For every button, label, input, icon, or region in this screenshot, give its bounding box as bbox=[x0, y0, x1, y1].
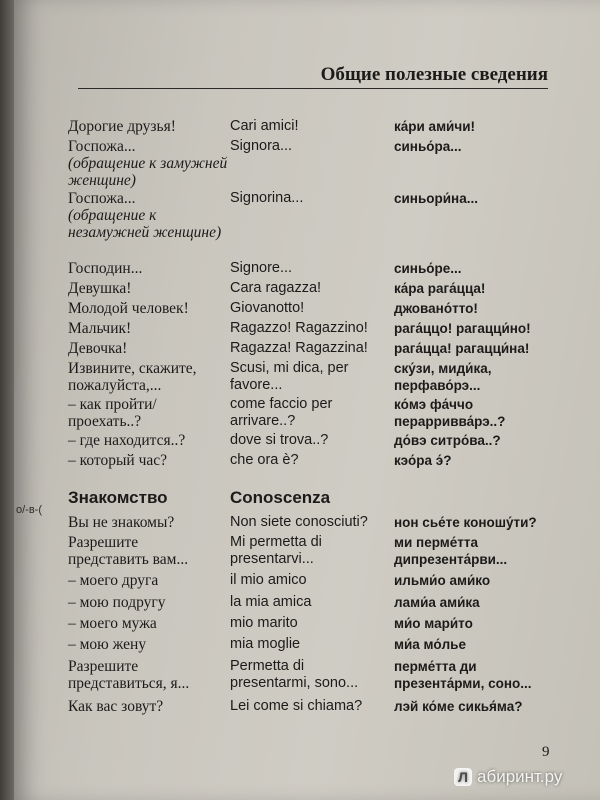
russian-phrase: – мою жену bbox=[68, 636, 147, 653]
italian-phrase: Ragazzo! Ragazzino! bbox=[230, 320, 368, 336]
transcription: ми перме́тта дипрезента́рви... bbox=[394, 535, 508, 567]
transcription: кэо́ра э́? bbox=[394, 453, 452, 468]
page-number: 9 bbox=[542, 744, 550, 760]
italian-phrase: mio marito bbox=[230, 615, 298, 631]
margin-handwriting: о/-в-( bbox=[16, 504, 43, 516]
usage-note: (обращение к незамужней женщине) bbox=[68, 207, 222, 241]
italian-phrase: Cara ragazza! bbox=[230, 280, 322, 296]
section-heading-ru: Знакомство bbox=[68, 488, 168, 507]
labirint-logo-icon: Л bbox=[454, 768, 472, 786]
italian-phrase: Cari amici! bbox=[230, 118, 299, 134]
italian-phrase: Signore... bbox=[230, 260, 293, 276]
transcription: синьо́ра... bbox=[394, 139, 462, 154]
italian-phrase: Signora... bbox=[230, 138, 293, 154]
transcription: ко́мэ фа́ччо перарривва́рэ..? bbox=[394, 397, 506, 429]
russian-phrase: – моего мужа bbox=[68, 615, 157, 632]
italian-phrase: mia moglie bbox=[230, 636, 301, 652]
usage-note: (обращение к замужней женщине) bbox=[68, 155, 228, 189]
russian-phrase: Разрешите представиться, я... bbox=[68, 658, 190, 692]
transcription: ка́ри ами́чи! bbox=[394, 119, 475, 134]
russian-phrase: Госпожа... (обращение к замужней женщине) bbox=[68, 138, 228, 189]
transcription: до́вэ ситро́ва..? bbox=[394, 433, 501, 448]
russian-phrase: Госпожа... (обращение к незамужней женщине) bbox=[68, 190, 222, 241]
italian-phrase: Lei come si chiama? bbox=[230, 698, 363, 714]
italian-phrase: dove si trova..? bbox=[230, 432, 329, 448]
transcription: синьори́на... bbox=[394, 191, 478, 206]
italian-phrase: la mia amica bbox=[230, 594, 312, 610]
russian-phrase: Девочка! bbox=[68, 340, 128, 357]
transcription: синьо́ре... bbox=[394, 261, 462, 276]
watermark bbox=[454, 764, 594, 790]
italian-phrase: che ora è? bbox=[230, 452, 299, 468]
russian-phrase: Мальчик! bbox=[68, 320, 132, 337]
russian-phrase: Разрешите представить вам... bbox=[68, 534, 189, 568]
russian-phrase: – как пройти/ проехать..? bbox=[68, 396, 157, 430]
italian-phrase: Ragazza! Ragazzina! bbox=[230, 340, 368, 356]
russian-phrase: Молодой человек! bbox=[68, 300, 189, 317]
russian-phrase: – мою подругу bbox=[68, 594, 166, 611]
book-page bbox=[14, 0, 600, 800]
russian-phrase: Как вас зовут? bbox=[68, 698, 164, 715]
russian-phrase: – где находится..? bbox=[68, 432, 186, 449]
transcription: нон сье́те коношу́ти? bbox=[394, 515, 537, 530]
phrase-table bbox=[14, 0, 600, 800]
russian-phrase: Девушка! bbox=[68, 280, 132, 297]
transcription: лэй ко́ме сикья́ма? bbox=[394, 699, 523, 714]
russian-phrase: Дорогие друзья! bbox=[68, 118, 176, 135]
italian-phrase: come faccio per arrivare..? bbox=[230, 396, 333, 429]
transcription: ильми́о ами́ко bbox=[394, 573, 491, 588]
transcription: ка́ра рага́цца! bbox=[394, 281, 486, 296]
italian-phrase: Signorina... bbox=[230, 190, 304, 206]
russian-phrase: – моего друга bbox=[68, 572, 159, 589]
transcription: рага́цца! рагацци́на! bbox=[394, 341, 530, 356]
transcription: ми́о мари́то bbox=[394, 616, 473, 631]
russian-phrase: – который час? bbox=[68, 452, 168, 469]
book-spine-shadow bbox=[0, 0, 14, 800]
italian-phrase: Mi permetta di presentarvi... bbox=[230, 534, 322, 567]
italian-phrase: Giovanotto! bbox=[230, 300, 305, 316]
italian-phrase: il mio amico bbox=[230, 572, 307, 588]
russian-phrase: Вы не знакомы? bbox=[68, 514, 175, 531]
watermark-text: абиринт.ру bbox=[477, 767, 563, 786]
section-heading-it: Conoscenza bbox=[230, 488, 331, 507]
transcription: ми́а мо́лье bbox=[394, 637, 466, 652]
transcription: рага́ццо! рагацци́но! bbox=[394, 321, 531, 336]
transcription: лами́а ами́ка bbox=[394, 595, 480, 610]
transcription: джовано́тто! bbox=[394, 301, 478, 316]
italian-phrase: Permetta di presentarmi, sono... bbox=[230, 658, 359, 691]
italian-phrase: Scusi, mi dica, per favore... bbox=[230, 360, 349, 393]
transcription: ску́зи, миди́ка, перфаво́рэ... bbox=[394, 361, 492, 393]
russian-phrase: Извините, скажите, пожалуйста,... bbox=[68, 360, 197, 394]
russian-phrase: Господин... bbox=[68, 260, 143, 277]
page-title: Общие полезные сведения bbox=[320, 64, 548, 85]
italian-phrase: Non siete conosciuti? bbox=[230, 514, 368, 530]
transcription: перме́тта ди презента́рми, соно... bbox=[394, 659, 532, 691]
